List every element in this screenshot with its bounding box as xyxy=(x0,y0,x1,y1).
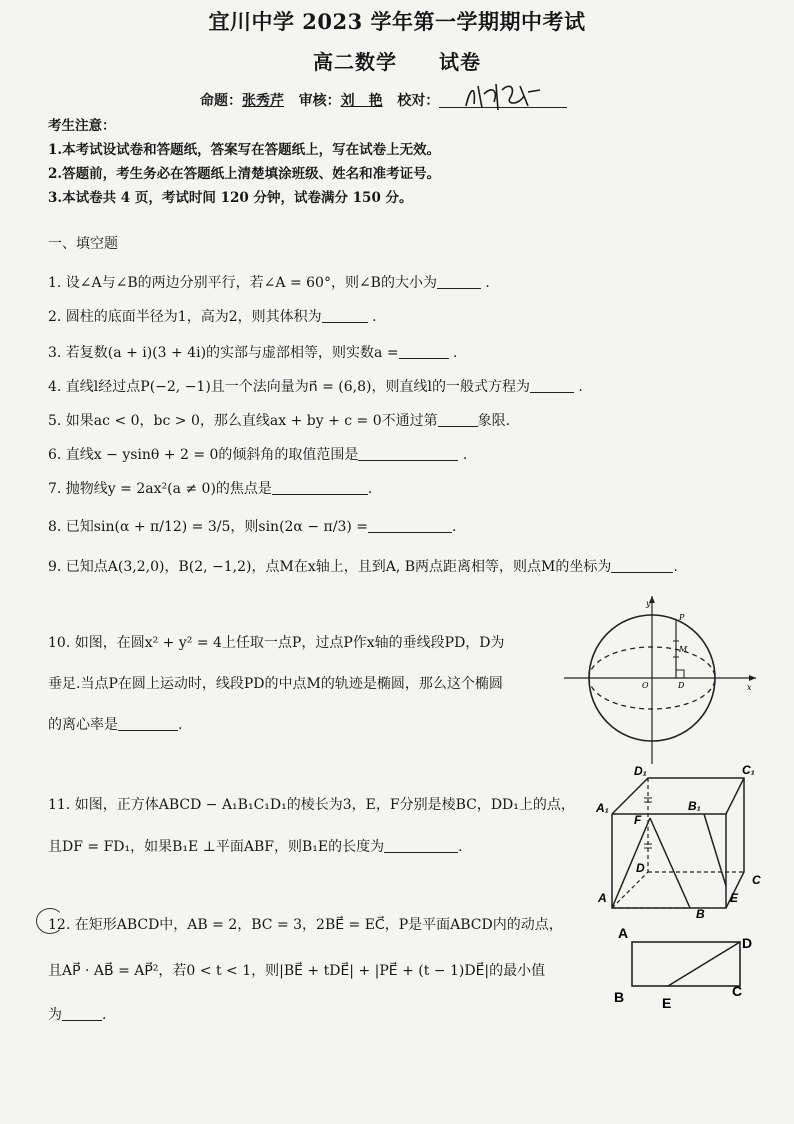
question-10-line-2: 垂足.当点P在圆上运动时，线段PD的中点M的轨迹是椭圆，那么这个椭圆 xyxy=(48,676,503,692)
label-b1: B₁ xyxy=(688,799,701,813)
question-12-line-3: 为 . xyxy=(48,1007,107,1023)
label-o: O xyxy=(642,681,649,690)
question-3: 3. 若复数(a + i)(3 + 4i)的实部与虚部相等，则实数a = . xyxy=(48,345,458,361)
question-5 xyxy=(48,410,510,430)
label-b: B xyxy=(614,989,625,1005)
label-d: D xyxy=(742,935,753,951)
label-y: y xyxy=(646,599,651,608)
label-f: F xyxy=(634,813,642,827)
exam-title: 宜川中学 2023 学年第一学期期中考试 xyxy=(208,9,586,34)
question-1: 1. 设∠A与∠B的两边分别平行，若∠A = 60°，则∠B的大小为 . xyxy=(48,275,490,291)
cube-figure xyxy=(592,762,772,922)
note-item: 1.本考试设试卷和答题纸，答案写在答题纸上，写在试卷上无效。 xyxy=(48,142,441,158)
question-9-text: 9. 已知点A(3,2,0)，B(2, −1,2)，点M在x轴上，且到A, B两点距离相等，则点M的坐标为 xyxy=(48,559,612,575)
rectangle-abcd xyxy=(632,942,740,986)
label-p: P xyxy=(679,613,685,622)
label-a: A xyxy=(598,891,607,905)
label-e: E xyxy=(662,995,672,1010)
label-c: C xyxy=(752,873,761,887)
note-item: 3.本试卷共 4 页，考试时间 120 分钟，试卷满分 150 分。 xyxy=(48,190,413,206)
question-11-line-2: 且DF = FD₁，如果B₁E ⊥平面ABF，则B₁E的长度为 . xyxy=(48,839,463,855)
segment-b1e xyxy=(704,814,726,886)
label-b: B xyxy=(696,907,705,921)
edge-b1c1 xyxy=(726,778,744,814)
label-x: x xyxy=(747,683,752,692)
question-3-text: 3. 若复数(a + i)(3 + 4i)的实部与虚部相等，则实数a = xyxy=(48,345,399,361)
label-c: C xyxy=(732,983,743,999)
proposer-label: 命题： xyxy=(200,93,242,109)
rectangle-figure xyxy=(608,924,758,1010)
label-c1: C₁ xyxy=(742,763,755,777)
label-d: D xyxy=(636,861,645,875)
question-12-text: 为 xyxy=(48,1007,62,1023)
question-8: 8. 已知sin(α + π/12) = 3/5，则sin(2α − π/3) = . xyxy=(48,519,457,535)
question-10-text: 的离心率是 xyxy=(48,717,118,733)
question-1-text: 1. 设∠A与∠B的两边分别平行，若∠A = 60°，则∠B的大小为 xyxy=(48,275,437,291)
question-10-line-3: 的离心率是 . xyxy=(48,717,183,733)
label-e: E xyxy=(730,891,739,905)
question-8-text: 8. 已知sin(α + π/12) = 3/5，则sin(2α − π/3) = xyxy=(48,519,368,535)
label-d: D xyxy=(678,681,685,690)
x-arrow-icon xyxy=(749,675,756,681)
label-a1: A₁ xyxy=(596,801,609,815)
cube-back-edges xyxy=(612,778,744,908)
question-12-line-2: 且AP⃗ · AB⃗ = AP⃗²，若0 < t < 1，则|BE⃗ + tDE⃗| + |PE⃗ + (t − 1)DE⃗|的最小值 xyxy=(48,963,546,979)
segment-fb xyxy=(650,818,690,908)
notes-heading: 考生注意： xyxy=(48,118,116,134)
label-d1: D₁ xyxy=(634,764,647,778)
question-4-text: 4. 直线l经过点P(−2, −1)且一个法向量为n⃗ = (6,8)，则直线l的一般式方程为 xyxy=(48,379,530,395)
exam-subtitle: 高二数学 试卷 xyxy=(313,50,481,74)
question-2: 2. 圆柱的底面半径为1，高为2，则其体积为 . xyxy=(48,309,377,325)
question-4: 4. 直线l经过点P(−2, −1)且一个法向量为n⃗ = (6,8)，则直线l的一般式方程为 . xyxy=(48,379,583,395)
segment-de xyxy=(668,942,740,986)
label-m: M xyxy=(679,645,688,654)
question-11-text: 且DF = FD₁，如果B₁E ⊥平面ABF，则B₁E的长度为 xyxy=(48,839,385,855)
proofreader-label: 校对： xyxy=(397,93,440,109)
section-title: 一、填空题 xyxy=(48,236,118,252)
question-11-line-1: 11. 如图，正方体ABCD − A₁B₁C₁D₁的棱长为3，E，F分别是棱BC，DD₁上的点， xyxy=(48,797,575,813)
question-6: 6. 直线x − ysinθ + 2 = 0的倾斜角的取值范围是 . xyxy=(48,447,468,463)
reviewer-label: 审核： xyxy=(298,93,341,109)
exam-notes xyxy=(48,114,440,210)
note-item: 2.答题前，考生务必在答题纸上清楚填涂班级、姓名和准考证号。 xyxy=(48,166,441,182)
question-2-text: 2. 圆柱的底面半径为1，高为2，则其体积为 xyxy=(48,309,322,325)
label-a: A xyxy=(618,925,629,941)
question-7-text: 7. 抛物线y = 2ax²(a ≠ 0)的焦点是 xyxy=(48,481,272,497)
question-7: 7. 抛物线y = 2ax²(a ≠ 0)的焦点是 . xyxy=(48,481,373,497)
circle-figure xyxy=(560,594,760,766)
question-12-line-1: 12. 在矩形ABCD中，AB = 2，BC = 3，2BE⃗ = EC⃗，P是平面ABCD内的动点， xyxy=(48,917,563,933)
reviewer-name: 刘 艳 xyxy=(340,93,383,109)
proofreader-signature xyxy=(458,76,558,116)
right-angle-mark xyxy=(676,670,684,678)
question-9: 9. 已知点A(3,2,0)，B(2, −1,2)，点M在x轴上，且到A, B两点距离相等，则点M的坐标为 . xyxy=(48,559,678,575)
question-5-tail: 象限. xyxy=(477,413,511,429)
question-6-text: 6. 直线x − ysinθ + 2 = 0的倾斜角的取值范围是 xyxy=(48,447,359,463)
question-10-line-1: 10. 如图，在圆x² + y² = 4上任取一点P，过点P作x轴的垂线段PD，D为 xyxy=(48,635,505,651)
proposer-name: 张秀芹 xyxy=(242,93,284,109)
edge-ad xyxy=(612,872,648,908)
question-5-text: 5. 如果ac < 0，bc > 0，那么直线ax + by + c = 0不通过第 xyxy=(48,413,438,429)
